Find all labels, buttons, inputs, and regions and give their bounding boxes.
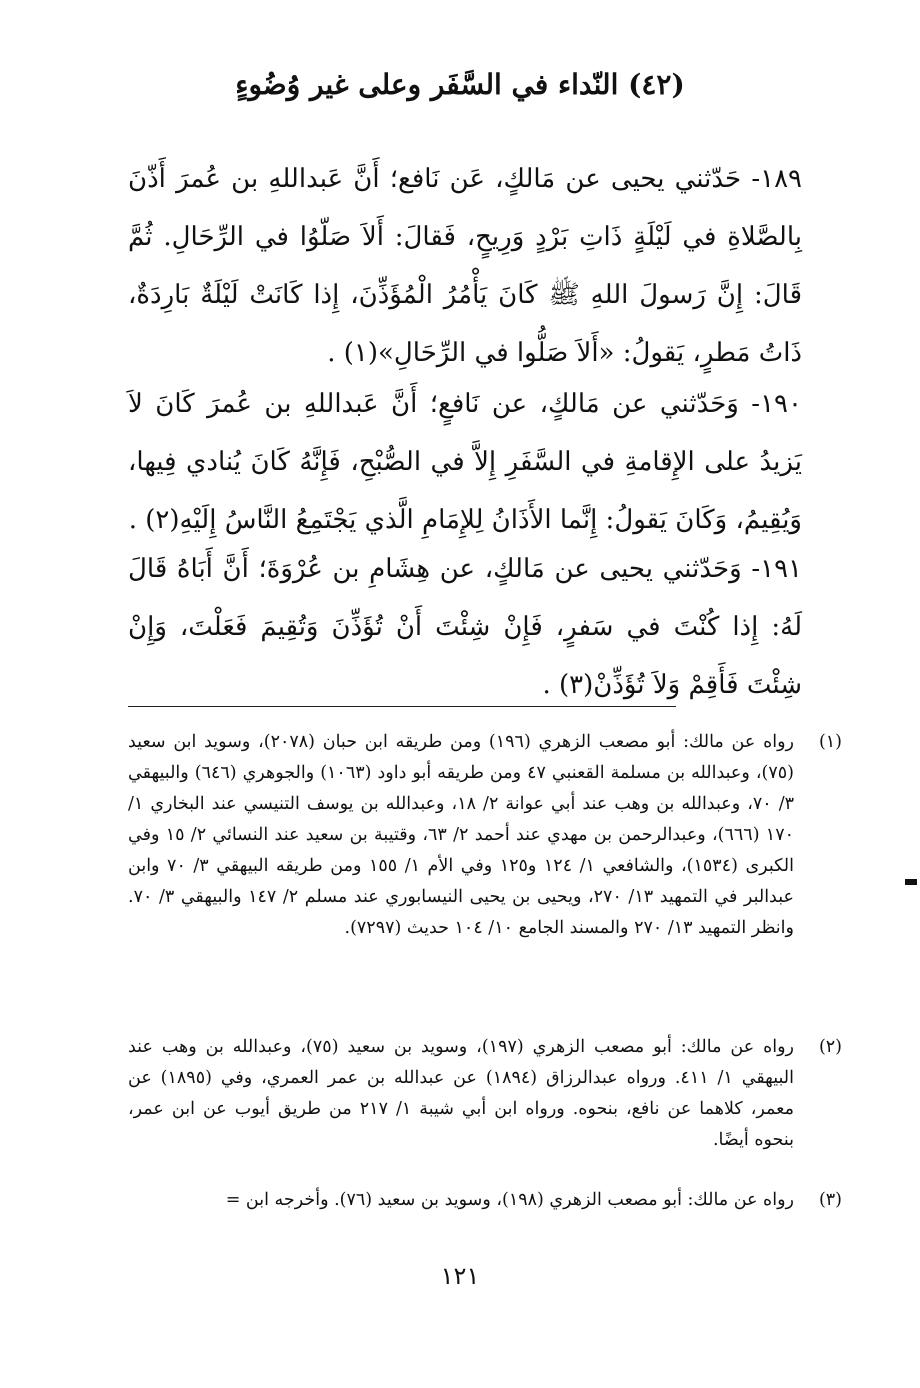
footnote-separator xyxy=(128,706,676,707)
hadith-number: ١٩٠- xyxy=(751,389,802,419)
hadith-189 xyxy=(128,150,802,382)
footnote-number: (٣) xyxy=(818,1190,842,1210)
hadith-number: ١٩١- xyxy=(751,554,803,584)
hadith-190 xyxy=(128,375,802,549)
footnote-text: رواه عن مالك: أبو مصعب الزهري (١٩٦) ومن طريقه ابن حبان (٢٠٧٨)، وسويد ابن سعيد (٧٥)، وعبدالله بن مسلمة القعنبي ٤٧ ومن طريقه أبو داود (١٠٦٣) والجوهري (٦٤٦) والبيهقي ٣/ ٧٠، وعبدالله بن وهب عند أبي عوانة ٢/ ١٨، وعبدالله بن يوسف التنيسي عند البخاري ١/ ١٧٠ (٦٦٦)، وعبدالرحمن بن مهدي عند أحمد ٢/ ٦٣، وقتيبة بن سعيد عند النسائي ٢/ ١٥ وفي الكبرى (١٥٣٤)، والشافعي ١/ ١٢٤ و١٢٥ وفي الأم ١/ ١٥٥ ومن طريقه البيهقي ٣/ ٧٠ وابن عبدالبر في التمهيد ١٣/ ٢٧٠، ويحيى بن يحيى النيسابوري عند مسلم ٢/ ١٤٧ والبيهقي ٣/ ٧٠. وانظر التمهيد ١٣/ ٢٧٠ والمسند الجامع ١٠/ ١٠٤ حديث (٧٢٩٧). xyxy=(128,732,795,938)
hadith-text: وَحَدّثني عن مَالكٍ، عن نَافعٍ؛ أَنَّ عَبداللهِ بن عُمرَ كَانَ لاَ يَزيدُ على الإِقامةِ في السَّفَرِ إِلاَّ في الصُّبْحِ، فَإِنَّهُ كَانَ يُنادي فِيها، وَيُقِيمُ، وَكَانَ يَقولُ: إِنَّما الأَذَانُ لِلإِمَامِ الَّذي يَجْتَمِعُ النَّاسُ إِلَيْهِ(٢) . xyxy=(128,389,802,535)
footnote-3 xyxy=(128,1185,842,1216)
footnote-text: رواه عن مالك: أبو مصعب الزهري (١٩٧)، وسويد بن سعيد (٧٥)، وعبدالله بن وهب عند البيهقي ١/ ٤١١. ورواه عبدالرزاق (١٨٩٤) عن عبدالله بن عمر العمري، وفي (١٨٩٥) عن معمر، كلاهما عن نافع، بنحوه. ورواه ابن أبي شيبة ١/ ٢١٧ من طريق أيوب عن ابن عمر، بنحوه أيضًا. xyxy=(128,1037,795,1150)
footnote-number: (٢) xyxy=(818,1037,842,1057)
page-number: ١٢١ xyxy=(440,1262,480,1290)
hadith-text: حَدّثني يحيى عن مَالكٍ، عَن نَافع؛ أَنَّ عَبداللهِ بن عُمرَ أَذّنَ بِالصَّلاةِ في لَيْلَةٍ ذَاتِ بَرْدٍ وَرِيحٍ، فَقالَ: أَلاَ صَلّوُا في الرِّحَالِ. ثُمَّ قَالَ: إِنَّ رَسولَ اللهِ ﷺ كَانَ يَأْمُرُ الْمُؤَذِّنَ، إِذا كَانَتْ لَيْلَةٌ بَارِدَةٌ، ذَاتُ مَطرٍ، يَقولُ: «أَلاَ صَلُّوا في الرِّحَالِ»(١) . xyxy=(128,164,802,368)
footnote-2 xyxy=(128,1032,842,1156)
hadith-number: ١٨٩- xyxy=(751,164,803,194)
footnote-1 xyxy=(128,727,842,944)
footnote-number: (١) xyxy=(818,732,842,752)
scan-edge-mark xyxy=(905,879,917,885)
hadith-191 xyxy=(128,540,802,714)
chapter-heading: (٤٢) النّداء في السَّفَر وعلى غير وُضُوءٍ xyxy=(235,68,685,101)
footnote-text: رواه عن مالك: أبو مصعب الزهري (١٩٨)، وسويد بن سعيد (٧٦). وأخرجه ابن = xyxy=(225,1190,794,1210)
hadith-text: وَحَدّثني يحيى عن مَالكٍ، عن هِشَامِ بن عُرْوَةَ؛ أَنَّ أَبَاهُ قَالَ لَهُ: إِذا كُنْتَ في سَفرٍ، فَإِنْ شِئْتَ أَنْ تُؤَذِّنَ وَتُقِيمَ فَعَلْتَ، وَإِنْ شِئْتَ فَأَقِمْ وَلاَ تُؤَذِّنْ(٣) . xyxy=(128,554,802,700)
